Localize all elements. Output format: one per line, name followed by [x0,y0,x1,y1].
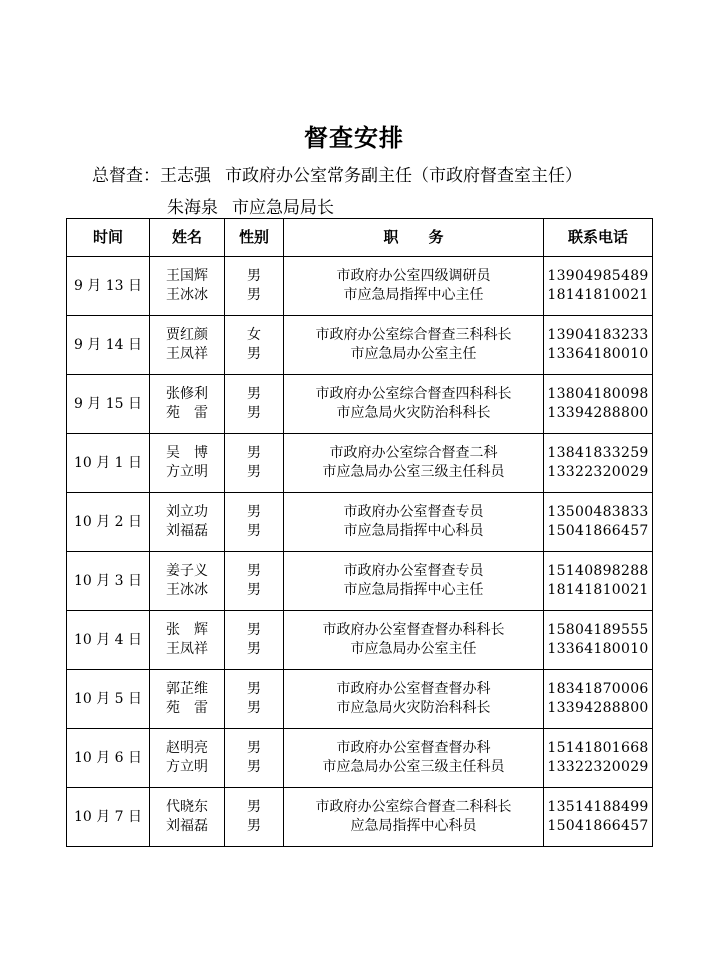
cell-phones [544,729,653,788]
phone-line: 13364180010 [547,641,649,657]
position-line: 市政府办公室综合督查四科科长 [315,386,512,402]
phone-line: 15804189555 [547,622,649,638]
phone-line: 13322320029 [547,759,649,775]
position-line: 市应急局指挥中心主任 [343,582,484,598]
supervisor-position: 市政府办公室常务副主任（市政府督查室主任） [225,166,582,186]
position-line: 市政府办公室督查督办科 [336,681,491,697]
name-line: 王凤祥 [166,641,208,657]
cell-positions [284,375,544,434]
cell-positions [284,434,544,493]
phone-line: 13904183233 [547,327,649,343]
gender-line: 男 [247,405,261,421]
phone-line: 18141810021 [547,287,649,303]
gender-line: 男 [247,681,261,697]
cell-date: 10 月 3 日 [67,552,150,611]
table-row [67,257,653,316]
schedule-table [66,218,653,847]
cell-phones [544,434,653,493]
name-line: 刘福磊 [166,523,208,539]
cell-positions [284,552,544,611]
cell-date: 10 月 6 日 [67,729,150,788]
table-row [67,611,653,670]
cell-positions [284,788,544,847]
position-line: 市应急局办公室主任 [350,641,477,657]
cell-names [150,375,225,434]
phone-line: 13804180098 [547,386,649,402]
phone-line: 18341870006 [547,681,649,697]
cell-positions [284,670,544,729]
cell-names [150,729,225,788]
name-line: 方立明 [166,464,208,480]
cell-date: 10 月 5 日 [67,670,150,729]
table-row [67,788,653,847]
cell-genders [225,552,284,611]
phone-line: 15041866457 [547,523,649,539]
cell-names [150,316,225,375]
gender-line: 男 [247,268,261,284]
cell-genders [225,611,284,670]
phone-line: 13904985489 [547,268,649,284]
cell-genders [225,375,284,434]
cell-positions [284,257,544,316]
cell-phones [544,670,653,729]
gender-line: 男 [247,504,261,520]
header-gender: 性别 [225,219,284,257]
name-line: 吴 博 [166,445,208,461]
cell-phones [544,375,653,434]
name-line: 王国辉 [166,268,208,284]
position-line: 市政府办公室督查督办科 [336,740,491,756]
gender-line: 男 [247,622,261,638]
phone-line: 15140898288 [547,563,649,579]
name-line: 苑 雷 [166,405,208,421]
name-line: 张 辉 [166,622,208,638]
gender-line: 男 [247,641,261,657]
gender-line: 男 [247,799,261,815]
position-line: 市应急局办公室三级主任科员 [322,464,505,480]
cell-phones [544,788,653,847]
cell-names [150,670,225,729]
name-line: 方立明 [166,759,208,775]
position-line: 市政府办公室督查专员 [343,563,484,579]
position-line: 市政府办公室督查专员 [343,504,484,520]
supervisor-position: 市应急局局长 [232,198,334,218]
position-line: 市政府办公室四级调研员 [336,268,491,284]
gender-line: 男 [247,759,261,775]
page-title: 督查安排 [304,124,404,152]
cell-positions [284,611,544,670]
cell-genders [225,434,284,493]
phone-line: 13364180010 [547,346,649,362]
phone-line: 13500483833 [547,504,649,520]
cell-genders [225,729,284,788]
phone-line: 13514188499 [547,799,649,815]
cell-positions [284,729,544,788]
supervisor-name: 朱海泉 [167,198,218,218]
gender-line: 男 [247,563,261,579]
gender-line: 男 [247,740,261,756]
name-line: 刘福磊 [166,818,208,834]
name-line: 苑 雷 [166,700,208,716]
position-line: 市政府办公室综合督查三科科长 [315,327,512,343]
supervisor-line-2 [167,193,334,218]
table-row [67,316,653,375]
position-line: 市应急局火灾防治科科长 [336,405,491,421]
supervisor-line-1 [92,161,582,186]
cell-genders [225,316,284,375]
cell-genders [225,670,284,729]
position-line: 市政府办公室综合督查二科科长 [315,799,512,815]
cell-names [150,788,225,847]
position-line: 市应急局指挥中心科员 [343,523,484,539]
position-line: 市应急局指挥中心主任 [343,287,484,303]
cell-phones [544,493,653,552]
cell-date: 10 月 1 日 [67,434,150,493]
gender-line: 女 [247,327,261,343]
name-line: 王凤祥 [166,346,208,362]
phone-line: 13322320029 [547,464,649,480]
position-line: 市政府办公室督查督办科科长 [322,622,505,638]
table-row [67,552,653,611]
name-line: 王冰冰 [166,287,208,303]
table-row [67,375,653,434]
gender-line: 男 [247,523,261,539]
supervisor-label: 总督查： [92,166,160,186]
gender-line: 男 [247,386,261,402]
cell-genders [225,493,284,552]
gender-line: 男 [247,700,261,716]
cell-names [150,257,225,316]
cell-date: 9 月 14 日 [67,316,150,375]
supervisor-name: 王志强 [160,166,211,186]
name-line: 刘立功 [166,504,208,520]
gender-line: 男 [247,818,261,834]
table-header-row [67,219,653,257]
gender-line: 男 [247,464,261,480]
cell-phones [544,316,653,375]
cell-names [150,552,225,611]
header-phone: 联系电话 [544,219,653,257]
header-time: 时间 [67,219,150,257]
phone-line: 15041866457 [547,818,649,834]
position-line: 市政府办公室综合督查二科 [329,445,498,461]
phone-line: 18141810021 [547,582,649,598]
cell-phones [544,257,653,316]
position-line: 市应急局办公室三级主任科员 [322,759,505,775]
cell-positions [284,493,544,552]
cell-genders [225,788,284,847]
phone-line: 13394288800 [547,700,649,716]
cell-names [150,493,225,552]
name-line: 郭芷维 [166,681,208,697]
gender-line: 男 [247,445,261,461]
phone-line: 13394288800 [547,405,649,421]
name-line: 赵明亮 [166,740,208,756]
cell-phones [544,552,653,611]
gender-line: 男 [247,346,261,362]
position-line: 市应急局办公室主任 [350,346,477,362]
position-line: 应急局指挥中心科员 [350,818,477,834]
cell-date: 10 月 4 日 [67,611,150,670]
cell-names [150,434,225,493]
cell-date: 9 月 13 日 [67,257,150,316]
cell-date: 9 月 15 日 [67,375,150,434]
header-name: 姓名 [150,219,225,257]
name-line: 王冰冰 [166,582,208,598]
table-row [67,670,653,729]
phone-line: 15141801668 [547,740,649,756]
gender-line: 男 [247,582,261,598]
header-position: 职 务 [284,219,544,257]
cell-date: 10 月 7 日 [67,788,150,847]
table-row [67,729,653,788]
table-row [67,493,653,552]
name-line: 张修利 [166,386,208,402]
phone-line: 13841833259 [547,445,649,461]
name-line: 姜子义 [166,563,208,579]
name-line: 代晓东 [166,799,208,815]
cell-genders [225,257,284,316]
gender-line: 男 [247,287,261,303]
cell-date: 10 月 2 日 [67,493,150,552]
cell-positions [284,316,544,375]
table-row [67,434,653,493]
cell-phones [544,611,653,670]
name-line: 贾红颜 [166,327,208,343]
position-line: 市应急局火灾防治科科长 [336,700,491,716]
cell-names [150,611,225,670]
